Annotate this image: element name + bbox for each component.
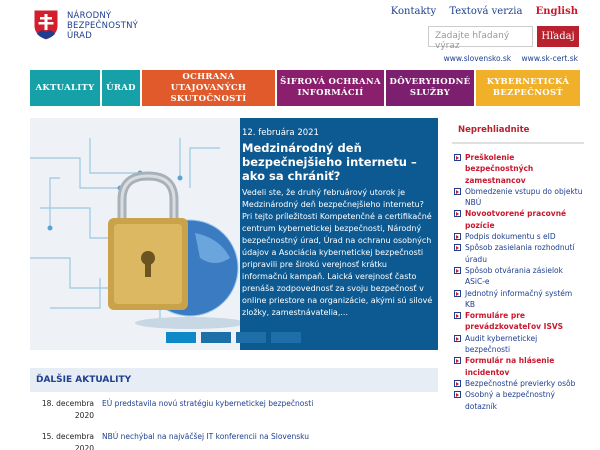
sidebar-link[interactable] bbox=[454, 242, 584, 265]
hero-body: Vedeli ste, že druhý februárový utorok je Medzinárodný deň bezpečnejšieho internetu? Pri tejto príležitosti Kompetenčné a certifikačné centrum kybernetickej bezpečnosti, Národný bezpečnostný úrad, Úrad na ochranu osobných údajov a Asociácia kybernetickej bezpečnosti pripravili pre širokú verejnosť krátku informačnú kampaň. Laická verejnosť často prenáša zodpovednosť za svoju bezpečnosť v online priestore na organizácie, akými sú silové zložky, zamestnávatelia,... bbox=[242, 188, 433, 317]
news-date-year: 2020 bbox=[74, 411, 94, 420]
news-date-year: 2020 bbox=[74, 444, 94, 450]
news-title-link[interactable]: NBÚ nechýbal na najväčšej IT konferencii na Slovensku bbox=[102, 432, 310, 441]
sidebar-link[interactable] bbox=[454, 333, 584, 356]
english-link[interactable]: English bbox=[535, 6, 578, 17]
logo-line-2: BEZPEČNOSTNÝ bbox=[67, 21, 139, 31]
sidebar-link-label: Jednotný informačný systém KB bbox=[465, 288, 573, 309]
sidebar-link-label: Formuláre pre prevádzkovateľov ISVS bbox=[465, 311, 564, 332]
arrow-box-icon bbox=[454, 267, 461, 274]
slovensko-link[interactable]: www.slovensko.sk bbox=[443, 54, 512, 63]
top-links bbox=[381, 6, 578, 17]
skcert-link[interactable]: www.sk-cert.sk bbox=[521, 54, 578, 63]
arrow-box-icon bbox=[454, 357, 461, 364]
arrow-box-icon bbox=[454, 233, 461, 240]
sidebar-link-label: Osobný a bezpečnostný dotazník bbox=[465, 390, 555, 411]
more-news-heading: ĎALŠIE AKTUALITY bbox=[30, 368, 438, 392]
sidebar-heading: Neprehliadnite bbox=[452, 118, 584, 144]
sidebar-link-label: Formulár na hlásenie incidentov bbox=[465, 356, 555, 377]
arrow-box-icon bbox=[454, 154, 461, 161]
nav-aktuality[interactable]: AKTUALITY bbox=[30, 70, 100, 106]
arrow-box-icon bbox=[454, 210, 461, 217]
nav-ochrana[interactable]: OCHRANA UTAJOVANÝCH SKUTOČNOSTÍ bbox=[142, 70, 275, 106]
news-date-day: 18. decembra bbox=[41, 399, 94, 408]
search-button[interactable]: Hľadaj bbox=[537, 26, 579, 47]
sidebar-link[interactable] bbox=[454, 186, 584, 209]
sidebar-link[interactable] bbox=[454, 152, 584, 186]
arrow-box-icon bbox=[454, 312, 461, 319]
site-logo[interactable] bbox=[33, 9, 153, 49]
arrow-box-icon bbox=[454, 335, 461, 342]
arrow-box-icon bbox=[454, 391, 461, 398]
sidebar-link[interactable] bbox=[454, 355, 584, 378]
sidebar-link-label: Preškolenie bezpečnostných zamestnancov bbox=[465, 153, 534, 185]
logo-line-1: NÁRODNÝ bbox=[67, 11, 112, 21]
nav-urad[interactable]: ÚRAD bbox=[102, 70, 140, 106]
news-date-day: 15. decembra bbox=[41, 432, 94, 441]
sidebar-link[interactable] bbox=[454, 378, 584, 389]
sidebar-link-label: Bezpečnostné previerky osôb bbox=[465, 378, 576, 388]
arrow-box-icon bbox=[454, 290, 461, 297]
nav-sifrova[interactable]: ŠIFROVÁ OCHRANA INFORMÁCIÍ bbox=[277, 70, 384, 106]
hero-date: 12. februára 2021 bbox=[242, 128, 319, 138]
sidebar-link-label: Audit kybernetickej bezpečnosti bbox=[465, 333, 538, 355]
contacts-link[interactable]: Kontakty bbox=[390, 6, 437, 17]
hero-image-padlock-globe bbox=[30, 118, 240, 350]
nav-kyberneticka[interactable]: KYBERNETICKÁ BEZPEČNOSŤ bbox=[476, 70, 580, 106]
sidebar-list bbox=[454, 152, 584, 412]
sidebar-link[interactable] bbox=[454, 265, 584, 288]
arrow-box-icon bbox=[454, 380, 461, 387]
hero-text bbox=[242, 128, 434, 319]
sidebar-link-label: Spôsob otvárania zásielok ASiC-e bbox=[465, 265, 563, 287]
main-nav bbox=[30, 70, 582, 106]
sidebar-link[interactable] bbox=[454, 288, 584, 311]
slider-dot-4[interactable] bbox=[271, 332, 301, 343]
news-date bbox=[30, 398, 94, 422]
sidebar-link-label: Spôsob zasielania rozhodnutí úradu bbox=[465, 243, 575, 264]
logo-text bbox=[67, 11, 138, 41]
sidebar-link-label: Novootvorené pracovné pozície bbox=[465, 209, 567, 230]
news-title-link[interactable]: EÚ predstavila novú stratégiu kybernetickej bezpečnosti bbox=[102, 399, 314, 408]
sidebar-link[interactable] bbox=[454, 389, 584, 412]
nav-doveryhodne[interactable]: DÔVERYHODNÉ SLUŽBY bbox=[386, 70, 474, 106]
news-date bbox=[30, 431, 94, 450]
sidebar-link-label: Obmedzenie vstupu do objektu NBÚ bbox=[465, 186, 583, 208]
hero-slider[interactable] bbox=[30, 118, 438, 350]
slovak-shield-icon bbox=[33, 9, 59, 41]
logo-line-3: ÚRAD bbox=[67, 31, 92, 41]
sidebar-link-label: Podpis dokumentu s eID bbox=[465, 232, 556, 242]
sidebar-link[interactable] bbox=[454, 310, 584, 333]
slider-dot-2[interactable] bbox=[201, 332, 231, 343]
slider-dot-3[interactable] bbox=[236, 332, 266, 343]
text-version-link[interactable]: Textová verzia bbox=[449, 6, 523, 17]
sidebar-link[interactable] bbox=[454, 208, 584, 231]
sidebar-link[interactable] bbox=[454, 231, 584, 242]
external-links bbox=[436, 54, 578, 63]
hero-title[interactable]: Medzinárodný deň bezpečnejšieho internetu – ako sa chrániť? bbox=[242, 141, 417, 183]
arrow-box-icon bbox=[454, 188, 461, 195]
slider-dot-1[interactable] bbox=[166, 332, 196, 343]
search-input[interactable]: Zadajte hľadaný výraz bbox=[428, 26, 533, 47]
arrow-box-icon bbox=[454, 244, 461, 251]
slider-pagination bbox=[166, 332, 306, 343]
